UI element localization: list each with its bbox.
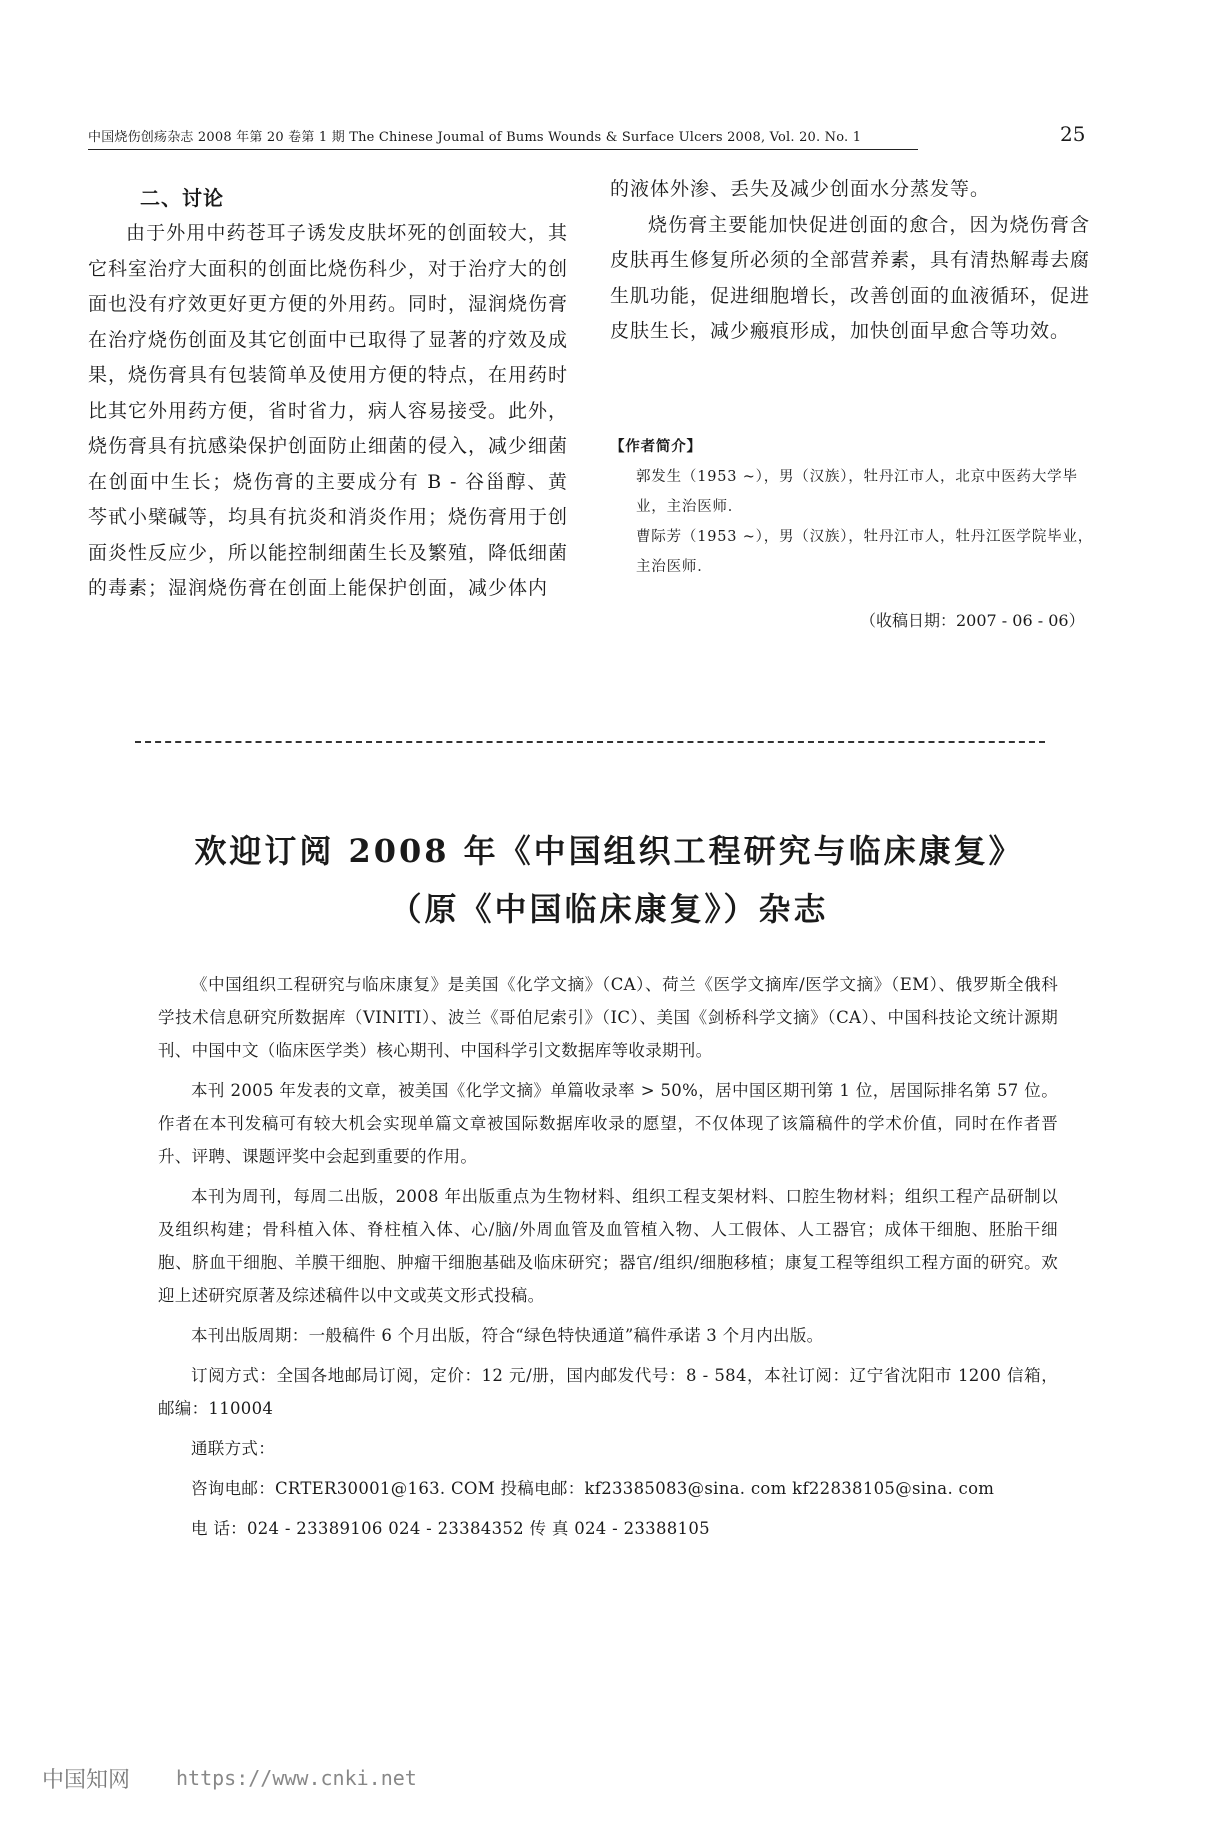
advert-paragraph: 本刊 2005 年发表的文章，被美国《化学文摘》单篇收录率 > 50%，居中国区期刊第 1 位，居国际排名第 57 位。作者在本刊发稿可有较大机会实现单篇文章被国际数据库收录的愿望，不仅体现了该篇稿件的学术价值，同时在作者晋升、评聘、课题评奖中会起到重要的作用。: [158, 1081, 1058, 1166]
author-bio-title: 【作者简介】: [610, 438, 702, 455]
advert-contact-phone: 电 话：024 - 23389106 024 - 23384352 传 真 024 - 23388105: [191, 1519, 710, 1538]
author-bio: [610, 432, 1100, 582]
body-paragraph-continued: 的液体外渗、丢失及减少创面水分蒸发等。: [610, 178, 991, 200]
advert-paragraph: 本刊出版周期：一般稿件 6 个月出版，符合“绿色特快通道”稿件承诺 3 个月内出版。: [191, 1326, 824, 1345]
advert-paragraph: 订阅方式：全国各地邮局订阅，定价：12 元/册，国内邮发代号：8 - 584，本社订阅：辽宁省沈阳市 1200 信箱，邮编：110004: [158, 1366, 1058, 1418]
article-right-column: [610, 172, 1090, 350]
section-heading: 二、讨论: [140, 186, 224, 210]
advert-contact-email: 咨询电邮：CRTER30001@163. COM 投稿电邮：kf23385083@sina. com kf22838105@sina. com: [191, 1479, 995, 1498]
page-number: 25: [1060, 122, 1086, 146]
body-paragraph: 由于外用中药苍耳子诱发皮肤坏死的创面较大，其它科室治疗大面积的创面比烧伤科少，对于治疗大的创面也没有疗效更好更方便的外用药。同时，湿润烧伤膏在治疗烧伤创面及其它创面中已取得了显著的疗效及成果，烧伤膏具有包装简单及使用方便的特点，在用药时比其它外用药方便，省时省力，病人容易接受。此外，烧伤膏具有抗感染保护创面防止细菌的侵入，减少细菌在创面中生长；烧伤膏的主要成分有 B - 谷甾醇、黄芩甙小檗碱等，均具有抗炎和消炎作用；烧伤膏用于创面炎性反应少，所以能控制细菌生长及繁殖，降低细菌的毒素；湿润烧伤膏在创面上能保护创面，减少体内: [88, 222, 569, 599]
advert-body: [158, 968, 1058, 1552]
article-left-column: [88, 180, 568, 607]
received-date: （收稿日期：2007 - 06 - 06）: [860, 611, 1085, 630]
advert-paragraph: 《中国组织工程研究与临床康复》是美国《化学文摘》（CA）、荷兰《医学文摘库/医学文摘》（EM）、俄罗斯全俄科学技术信息研究所数据库（VINITI）、波兰《哥伯尼索引》（IC）、美国《剑桥科学文摘》（CA）、中国科技论文统计源期刊、中国中文（临床医学类）核心期刊、中国科学引文数据库等收录期刊。: [158, 975, 1058, 1060]
body-paragraph: 烧伤膏主要能加快促进创面的愈合，因为烧伤膏含皮肤再生修复所必须的全部营养素，具有清热解毒去腐生肌功能，促进细胞增长，改善创面的血液循环，促进皮肤生长，减少瘢痕形成，加快创面早愈合等功效。: [610, 213, 1091, 342]
section-divider: [135, 741, 1045, 743]
author-bio-entry: 郭发生（1953 ~），男（汉族），牡丹江市人，北京中医药大学毕业，主治医师．: [636, 469, 1078, 515]
cnki-url[interactable]: https://www.cnki.net: [176, 1766, 417, 1790]
advert-subtitle: （原《中国临床康复》）杂志: [389, 890, 829, 928]
advert-title: 欢迎订阅 2008 年《中国组织工程研究与临床康复》: [194, 832, 1024, 870]
author-bio-entry: 曹际芳（1953 ~），男（汉族），牡丹江市人，牡丹江医学院毕业，主治医师．: [636, 529, 1094, 575]
cnki-logo: 中国知网: [42, 1768, 131, 1793]
advert-paragraph: 通联方式：: [191, 1439, 275, 1458]
running-head: 中国烧伤创疡杂志 2008 年第 20 卷第 1 期 The Chinese Joumal of Bums Wounds & Surface Ulcers 2008, Vol. 20. No. 1: [88, 126, 918, 150]
advert-paragraph: 本刊为周刊，每周二出版，2008 年出版重点为生物材料、组织工程支架材料、口腔生物材料；组织工程产品研制以及组织构建；骨科植入体、脊柱植入体、心/脑/外周血管及血管植入物、人工假体、人工器官；成体干细胞、胚胎干细胞、脐血干细胞、羊膜干细胞、肿瘤干细胞基础及临床研究；器官/组织/细胞移植；康复工程等组织工程方面的研究。欢迎上述研究原著及综述稿件以中文或英文形式投稿。: [158, 1187, 1058, 1305]
